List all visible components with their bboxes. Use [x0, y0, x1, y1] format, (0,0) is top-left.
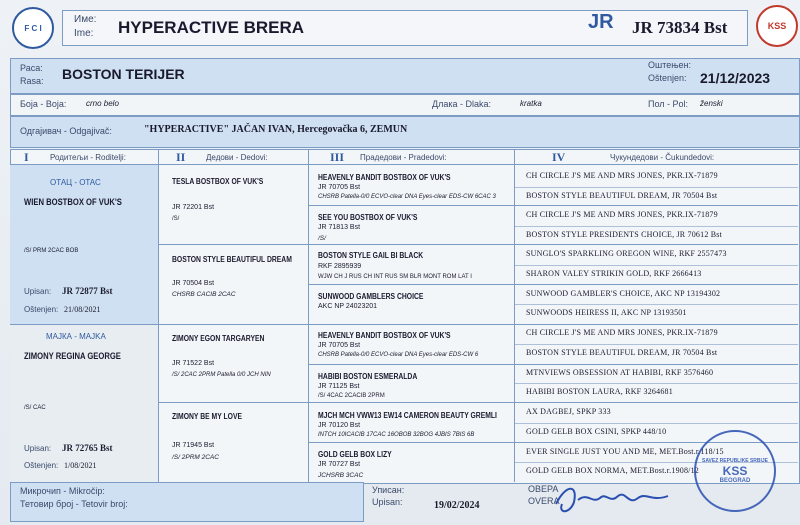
gen3-info: CHSRB Patella-0/0 ECVO-clear DNA Eyes-clear EDS-CW 6 [318, 352, 479, 358]
gen1-roman: I [24, 150, 29, 164]
dam-column-bg [10, 324, 158, 482]
registration-number: JR 73834 Bst [632, 18, 728, 37]
gen3-reg: JR 70120 Bst [318, 422, 361, 429]
gen3-info: /S/ [318, 235, 326, 242]
registered-label-lat: Upisan: [372, 497, 403, 507]
kss-logo-text: KSS [767, 21, 787, 31]
name-label-cyr: Име: [74, 14, 97, 25]
color-label: Боја - Boja: [20, 99, 67, 109]
dam-upisan-label: Upisan: [24, 444, 52, 453]
gen4-ancestor: CH CIRCLE J'S ME AND MRS JONES, PKR.IX-71879 [526, 210, 718, 219]
breed-value: BOSTON TERIJER [62, 66, 185, 82]
gen3-reg: AKC NP 24023201 [318, 303, 378, 310]
gen2-label: Дедови - Dedovi: [206, 153, 268, 162]
sire-ostenjen-label: Oštenjen: [24, 305, 59, 314]
gen2-reg: JR 72201 Bst [172, 204, 215, 211]
gen2-reg: JR 70504 Bst [172, 280, 215, 287]
signature [548, 474, 678, 524]
gen3-info: JCHSRB 3CAC [318, 472, 364, 479]
sire-name: WIEN BOSTBOX OF VUK'S [24, 197, 122, 207]
breeder-value: "HYPERACTIVE" JAČAN IVAN, Hercegovačka 6, ZEMUN [144, 124, 408, 135]
stamp-top-text: SAVEZ REPUBLIKE SRBIJE [701, 458, 769, 464]
stamp-mid-text: KSS [722, 464, 748, 478]
gen4-ancestor: BOSTON STYLE BEAUTIFUL DREAM, JR 70504 Bst [526, 191, 718, 200]
gen2-name: ZIMONY EGON TARGARYEN [172, 334, 265, 343]
gen4-ancestor: GOLD GELB BOX NORMA, MET.Bost.r.1908/12 [526, 466, 699, 475]
gen4-ancestor: CH CIRCLE J'S ME AND MRS JONES, PKR.IX-71879 [526, 171, 718, 180]
whelped-date: 21/12/2023 [700, 70, 771, 86]
gen2-info: /S/ 2CAC 2PRM Patella 0/0 JCH NIN [172, 372, 271, 378]
gen3-name: SUNWOOD GAMBLERS CHOICE [318, 292, 424, 301]
gen4-ancestor: BOSTON STYLE BEAUTIFUL DREAM, JR 70504 Bst [526, 348, 718, 357]
whelped-label-cyr: Оштењен: [648, 60, 692, 70]
gen2-name: TESLA BOSTBOX OF VUK'S [172, 177, 264, 186]
sex-label: Пол - Pol: [648, 99, 689, 109]
gen2-info: /S/ 2PRM 2CAC [172, 454, 219, 461]
gen3-name: HABIBI BOSTON ESMERALDA [318, 372, 418, 381]
gen1-label: Родитељи - Roditelji: [50, 153, 126, 162]
fci-logo [12, 7, 54, 49]
gen3-name: SEE YOU BOSTBOX OF VUK'S [318, 213, 418, 222]
gen3-name: HEAVENLY BANDIT BOSTBOX OF VUK'S [318, 173, 451, 182]
breed-label-cyr: Раса: [20, 63, 43, 73]
dam-health: /S/ CAC [24, 405, 46, 411]
fci-logo-text: F C I [24, 23, 42, 33]
gen3-reg: JR 71125 Bst [318, 383, 360, 390]
dam-ostenjen-label: Oštenjen: [24, 461, 59, 470]
parents-column-bg [10, 164, 158, 324]
sire-health: /S/ PRM 2CAC BOB [24, 248, 79, 254]
gen3-info: WJW CH J RUS CH INT RUS SM BLR MONT ROM LAT I [318, 274, 472, 280]
gen3-info: INTCH 10ICACIB 17CAC 16OBOB 32BOG 4JBIS 7BIS 6B [318, 432, 475, 438]
gen3-reg: JR 70705 Bst [318, 342, 361, 349]
gen3-info: CHSRB Patella-0/0 ECVO-clear DNA Eyes-clear EDS-CW 6CAC 3 [318, 194, 496, 200]
registered-date: 19/02/2024 [434, 500, 480, 511]
sire-upisan: JR 72877 Bst [62, 286, 113, 296]
gen4-ancestor: CH CIRCLE J'S ME AND MRS JONES, PKR.IX-71879 [526, 328, 718, 337]
dog-name: HYPERACTIVE BRERA [118, 18, 305, 37]
dam-title: МАЈКА - MAJKA [46, 332, 106, 341]
gen3-name: MJCH MCH VWW13 EW14 CAMERON BEAUTY GREMLI [318, 411, 497, 420]
coat-label: Длака - Dlaka: [432, 99, 492, 109]
coat-value: kratka [520, 99, 542, 108]
gen2-info: CHSRB CACIB 2CAC [172, 291, 236, 298]
gen3-roman: III [330, 150, 345, 164]
sire-ostenjen: 21/08/2021 [64, 305, 101, 314]
dam-ostenjen: 1/08/2021 [64, 461, 97, 470]
gen3-reg: JR 70705 Bst [318, 184, 361, 191]
gen4-ancestor: SHARON VALEY STRIKIN GOLD, RKF 2666413 [526, 269, 702, 278]
gen4-ancestor: SUNWOODS HEIRESS II, AKC NP 13193501 [526, 308, 687, 317]
kss-logo [756, 5, 798, 47]
registered-label-cyr: Уписан: [372, 485, 405, 495]
overa-label-cyr: ОВЕРА [528, 484, 559, 494]
breeder-label: Одгајивач - Odgajivač: [20, 126, 112, 136]
tattoo-label: Тетовир број - Tetovir broj: [20, 499, 128, 509]
kss-stamp [694, 430, 776, 512]
chip-label: Микрочип - Mikročip: [20, 486, 105, 496]
gen3-name: GOLD GELB BOX LIZY [318, 450, 392, 459]
jr-prefix: JR [588, 11, 614, 33]
gen4-ancestor: MTNVIEWS OBSESSION AT HABIBI, RKF 3576460 [526, 368, 714, 377]
gen4-ancestor: SUNWOOD GAMBLER'S CHOICE, AKC NP 13194302 [526, 289, 721, 298]
dam-name: ZIMONY REGINA GEORGE [24, 351, 121, 361]
gen3-name: HEAVENLY BANDIT BOSTBOX OF VUK'S [318, 331, 451, 340]
color-value: crno belo [86, 99, 119, 108]
gen2-name: BOSTON STYLE BEAUTIFUL DREAM [172, 255, 292, 264]
gen3-name: BOSTON STYLE GAIL BI BLACK [318, 251, 424, 260]
gen2-reg: JR 71945 Bst [172, 442, 215, 449]
gen2-reg: JR 71522 Bst [172, 360, 215, 367]
dam-upisan: JR 72765 Bst [62, 443, 113, 453]
gen2-name: ZIMONY BE MY LOVE [172, 412, 243, 421]
gen4-label: Чукундедови - Čukundedovi: [610, 153, 715, 162]
stamp-bottom-text: BEOGRAD [719, 478, 751, 484]
gen2-roman: II [176, 150, 186, 164]
gen4-ancestor: SUNGLO'S SPARKLING OREGON WINE, RKF 2557473 [526, 249, 727, 258]
gen2-info: /S/ [172, 216, 180, 222]
gen3-label: Прадедови - Pradedovi: [360, 153, 447, 162]
gen4-roman: IV [552, 150, 566, 164]
gen3-reg: RKF 2895939 [318, 263, 362, 270]
name-label-lat: Ime: [74, 28, 94, 39]
gen3-info: /S/ 4CAC 2CACIB 2PRM [318, 393, 385, 399]
gen4-ancestor: BOSTON STYLE PRESIDENTS CHOICE, JR 70612 Bst [526, 230, 723, 239]
gen4-ancestor: GOLD GELB BOX CSINI, SPKP 448/10 [526, 427, 667, 436]
overa-label-lat: OVERA [528, 496, 560, 506]
sire-upisan-label: Upisan: [24, 287, 52, 296]
whelped-label-lat: Oštenjen: [648, 73, 687, 83]
gen4-ancestor: AX DAGBEJ, SPKP 333 [526, 407, 611, 416]
sire-title: ОТАЦ - OTAC [50, 178, 101, 187]
gen3-reg: JR 70727 Bst [318, 461, 361, 468]
gen4-ancestor: EVER SINGLE JUST YOU AND ME, MET.Bost.r.118/15 [526, 447, 724, 456]
breed-label-lat: Rasa: [20, 76, 44, 86]
gen3-reg: JR 71813 Bst [318, 224, 361, 231]
gen4-ancestor: HABIBI BOSTON LAURA, RKF 3264681 [526, 387, 673, 396]
sex-value: ženski [700, 99, 723, 108]
